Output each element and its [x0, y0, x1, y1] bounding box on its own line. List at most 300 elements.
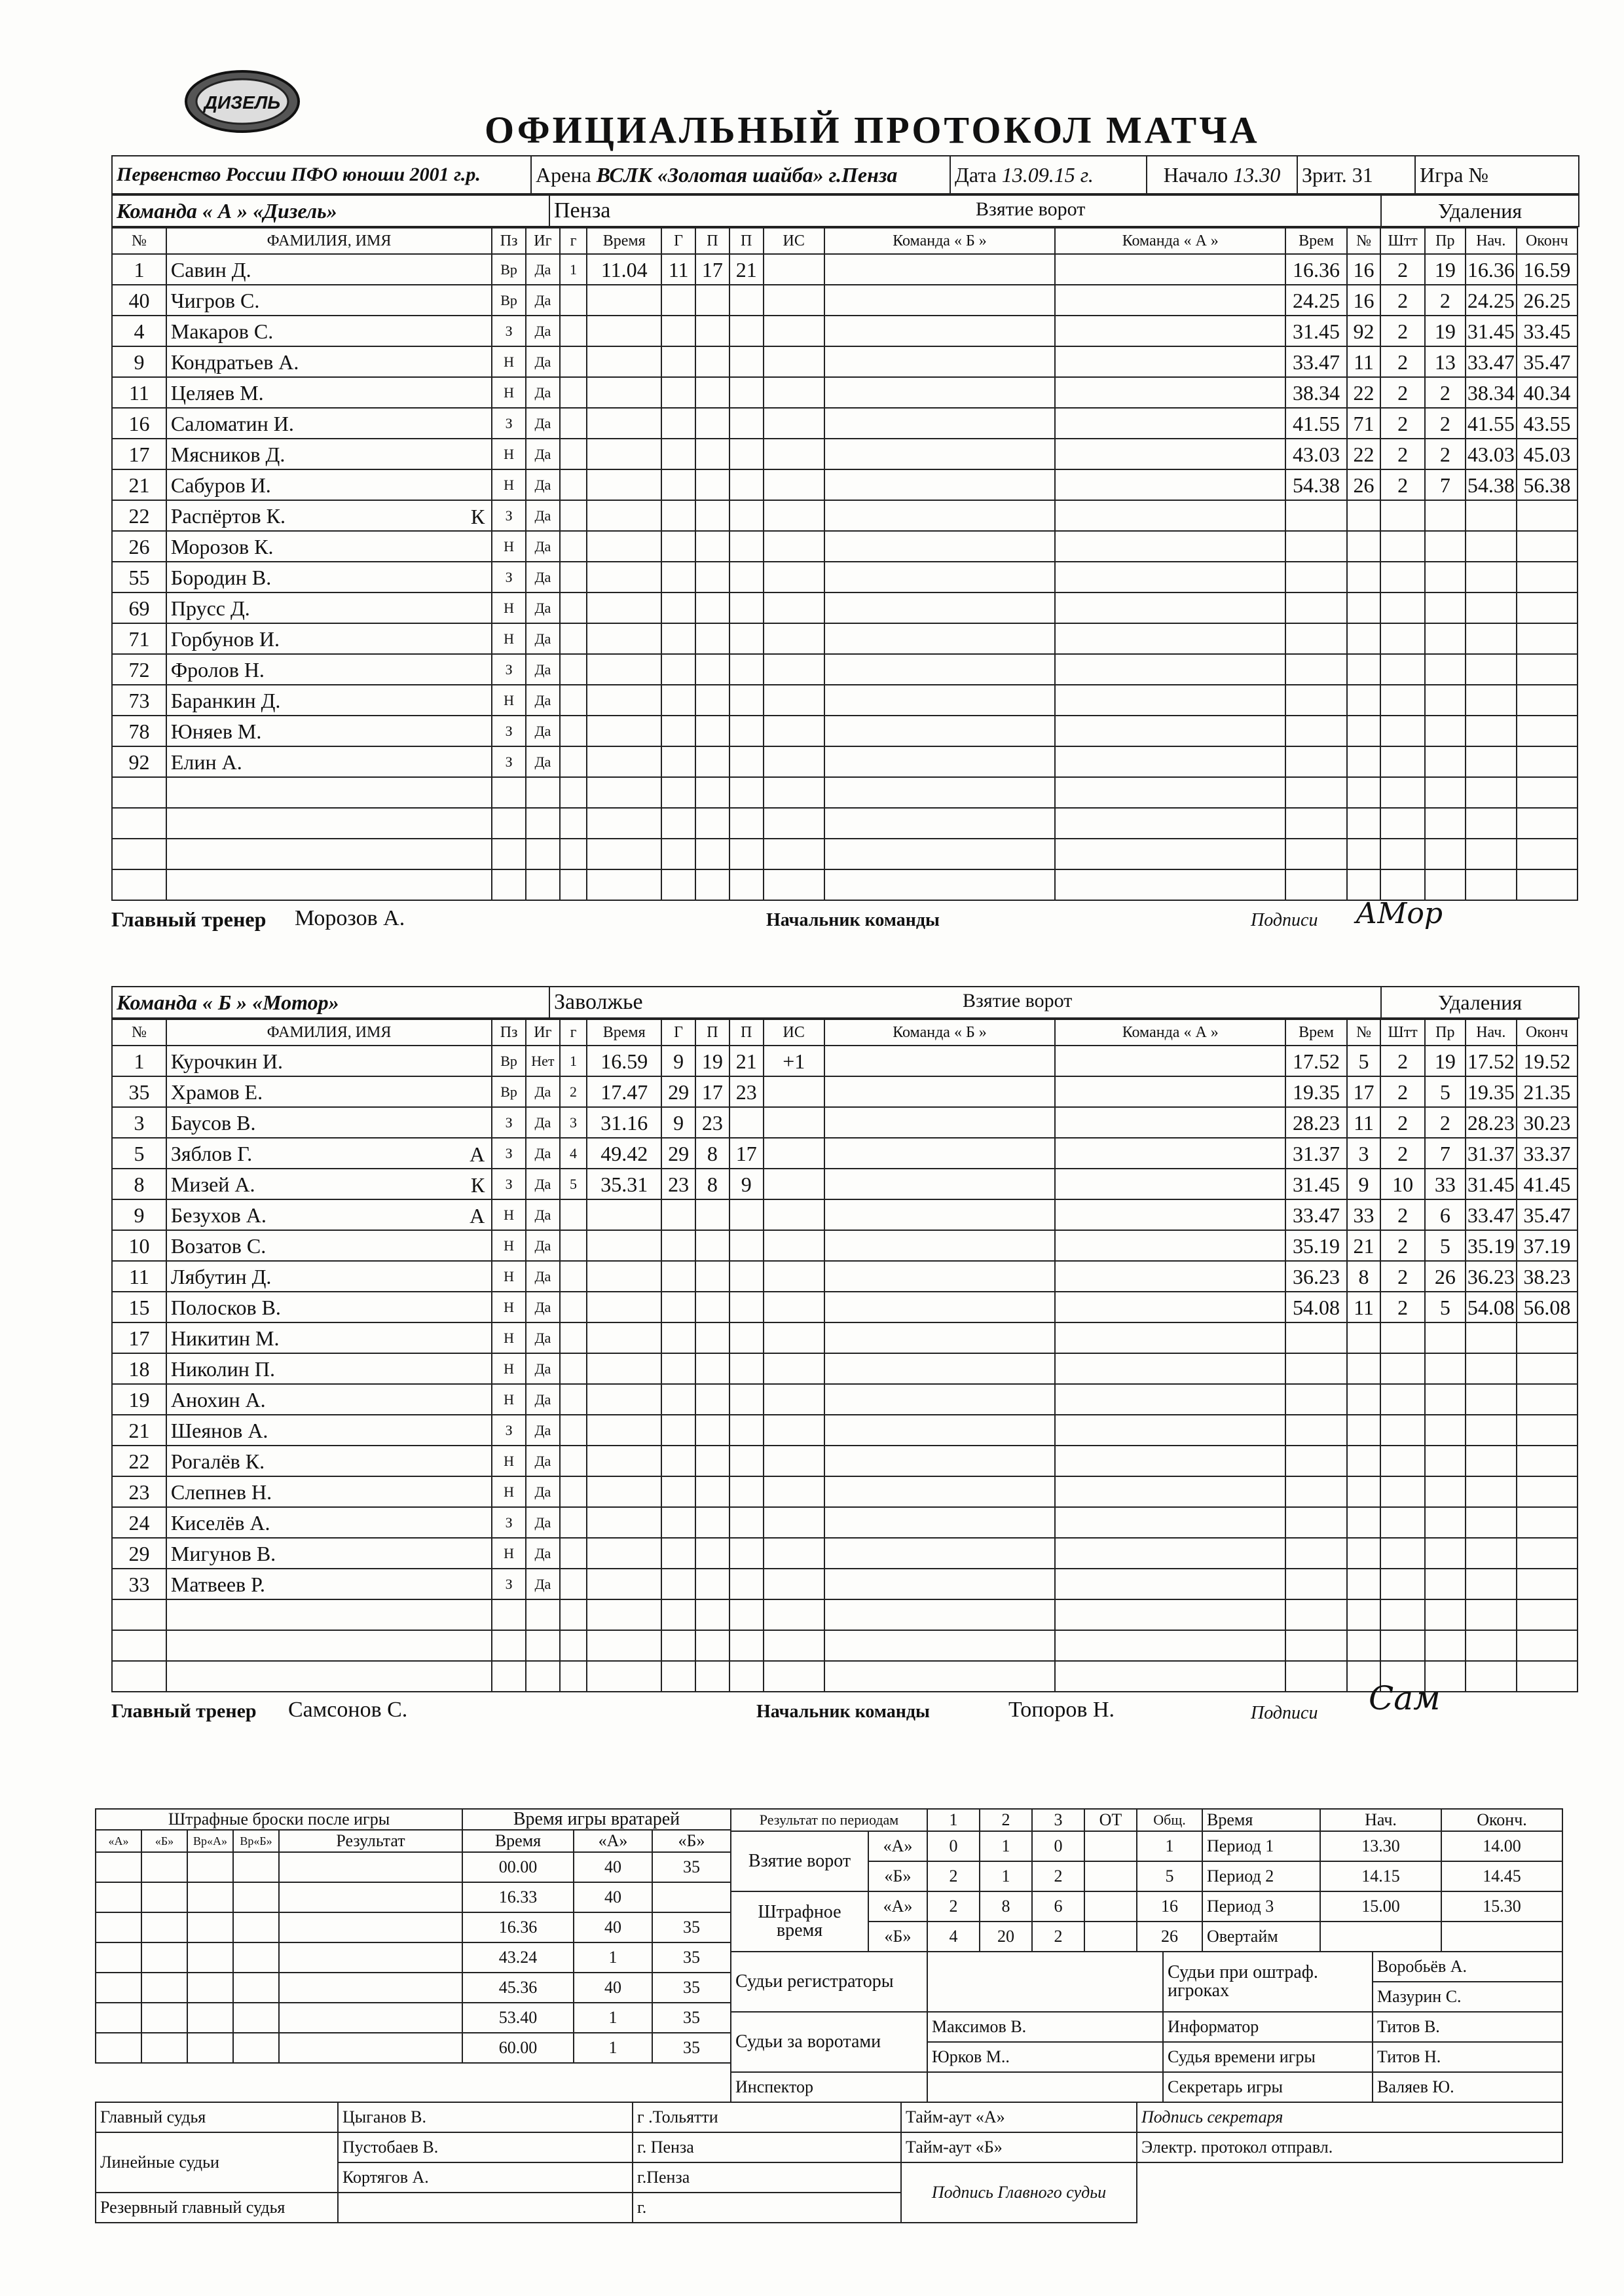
ta-goal-assist-1: [695, 592, 729, 623]
ta-player-position: З: [492, 562, 526, 592]
ta-pen-reason: 19: [1425, 316, 1466, 346]
period-value: 6: [1032, 1891, 1084, 1922]
ta-goal-team-a: [1055, 469, 1285, 500]
tb-goal-team-a: [1055, 1353, 1285, 1384]
ta-goal-team-b: [824, 777, 1055, 808]
tb-pen-start: [1466, 1569, 1517, 1599]
ta-header-pen_end: Оконч: [1517, 228, 1578, 254]
tb-pen-number: 9: [1347, 1169, 1381, 1199]
tb-player-number: 22: [112, 1446, 166, 1476]
ta-header-num: №: [112, 228, 166, 254]
tb-goal-team-a: [1055, 1169, 1285, 1199]
shootout-cell: [96, 2003, 141, 2033]
tb-goal-assist-1: 19: [695, 1046, 729, 1076]
tb-header-pen_time: Врем: [1285, 1019, 1346, 1046]
tb-pen-minutes: [1380, 1507, 1424, 1538]
tb-pen-number: [1347, 1599, 1381, 1630]
team-a-head-coach: Морозов А.: [295, 906, 405, 930]
ta-goal-assist-1: [695, 346, 729, 377]
gk-b: 35: [652, 1852, 731, 1882]
tb-pen-minutes: [1380, 1322, 1424, 1353]
tb-goal-situation: [764, 1446, 824, 1476]
ta-goal-assist-2: [729, 439, 764, 469]
table-row: [112, 1353, 1578, 1384]
ta-goal-assist-1: [695, 716, 729, 746]
tb-header-g: г: [560, 1019, 587, 1046]
gk-b: 35: [652, 2003, 731, 2033]
ta-pen-time: 54.38: [1285, 469, 1346, 500]
team-b-chief-label: Начальник команды: [756, 1702, 930, 1722]
ta-goal-assist-2: [729, 408, 764, 439]
ta-pen-number: [1347, 746, 1381, 777]
ta-goal-situation: [764, 746, 824, 777]
tb-goal-situation: [764, 1630, 824, 1661]
period-team-tag: «А»: [868, 1831, 927, 1861]
ta-player-played: Да: [526, 254, 560, 285]
tb-goal-assist-1: [695, 1661, 729, 1692]
tb-goal-assist-2: 9: [729, 1169, 764, 1199]
ta-goal-situation: [764, 377, 824, 408]
tb-goal-team-a: [1055, 1384, 1285, 1415]
ta-player-played: Да: [526, 592, 560, 623]
tb-goal-situation: [764, 1292, 824, 1322]
ta-goal-assist-2: [729, 869, 764, 900]
tb-pen-end: [1517, 1476, 1578, 1507]
tb-goal-team-b: [824, 1076, 1055, 1107]
shootout-cell: [141, 1942, 187, 1973]
ta-pen-minutes: 2: [1380, 316, 1424, 346]
ta-pen-time: [1285, 500, 1346, 531]
tb-goal-assist-1: [695, 1261, 729, 1292]
team-a-head-coach-label: Главный тренер: [111, 907, 267, 931]
ta-pen-number: 22: [1347, 377, 1381, 408]
ta-goal-time: [587, 500, 661, 531]
ta-goal-scorer: [661, 716, 695, 746]
team-a-city-cell: Пенза Взятие ворот: [549, 195, 1381, 227]
ta-pen-reason: 2: [1425, 408, 1466, 439]
table-row: [112, 839, 1578, 869]
tb-pen-reason: 19: [1425, 1046, 1466, 1076]
player-name-text: Чигров С.: [170, 288, 260, 312]
ta-player-position: Н: [492, 346, 526, 377]
tb-player-played: Да: [526, 1476, 560, 1507]
ta-pen-minutes: 2: [1380, 254, 1424, 285]
ta-player-name: [166, 285, 492, 316]
ta-pen-end: [1517, 685, 1578, 716]
tb-pen-time: 36.23: [1285, 1261, 1346, 1292]
tb-goal-scorer: 29: [661, 1138, 695, 1169]
ta-goal-scorer: [661, 377, 695, 408]
ta-goal-situation: [764, 623, 824, 654]
ta-goal-assist-2: [729, 346, 764, 377]
ta-goal-scorer: [661, 623, 695, 654]
tb-pen-reason: 7: [1425, 1138, 1466, 1169]
ta-pen-minutes: [1380, 869, 1424, 900]
shootout-cell: [233, 1942, 279, 1973]
ta-pen-number: [1347, 500, 1381, 531]
tb-goal-index: [560, 1292, 587, 1322]
table-row: [112, 716, 1578, 746]
ta-goal-team-b: [824, 746, 1055, 777]
ta-pen-start: [1466, 500, 1517, 531]
registrars-value: [927, 1952, 1163, 2012]
tb-pen-start: [1466, 1630, 1517, 1661]
linesman-2-city: г.Пенза: [633, 2162, 901, 2193]
ta-pen-time: [1285, 592, 1346, 623]
ta-player-played: Да: [526, 346, 560, 377]
gk-a: 40: [574, 1852, 652, 1882]
ta-player-played: Да: [526, 439, 560, 469]
player-name-text: Возатов С.: [170, 1233, 267, 1258]
ta-player-name: [166, 685, 492, 716]
ta-pen-number: [1347, 808, 1381, 839]
tb-goal-index: 5: [560, 1169, 587, 1199]
ta-pen-minutes: [1380, 685, 1424, 716]
table-row: [112, 1384, 1578, 1415]
ta-player-played: Да: [526, 716, 560, 746]
ta-goal-scorer: [661, 408, 695, 439]
tb-player-position: [492, 1661, 526, 1692]
tb-pen-time: [1285, 1446, 1346, 1476]
tb-goal-situation: [764, 1384, 824, 1415]
ta-pen-end: [1517, 808, 1578, 839]
tb-goal-assist-2: [729, 1199, 764, 1230]
table-row: [112, 746, 1578, 777]
tb-goal-time: 49.42: [587, 1138, 661, 1169]
tb-player-name: [166, 1169, 492, 1199]
ta-pen-reason: 2: [1425, 377, 1466, 408]
shootout-cell: [141, 1882, 187, 1912]
tb-goal-assist-2: [729, 1661, 764, 1692]
period-col-2: 2: [980, 1809, 1032, 1831]
ta-goal-time: 11.04: [587, 254, 661, 285]
tb-player-position: Н: [492, 1292, 526, 1322]
period-times-table: [1320, 1808, 1563, 1952]
tb-goal-team-b: [824, 1415, 1055, 1446]
tb-goal-time: [587, 1322, 661, 1353]
tb-pen-reason: [1425, 1569, 1466, 1599]
electronic-protocol: Электр. протокол отправл.: [1137, 2132, 1562, 2162]
tb-header-a1: П: [695, 1019, 729, 1046]
tb-pen-number: 11: [1347, 1107, 1381, 1138]
tb-goal-index: 1: [560, 1046, 587, 1076]
tb-goal-time: [587, 1507, 661, 1538]
gk-time: 00.00: [462, 1852, 574, 1882]
tb-goal-time: 16.59: [587, 1046, 661, 1076]
ta-pen-reason: [1425, 500, 1466, 531]
ta-player-number: 21: [112, 469, 166, 500]
tb-pen-time: 31.37: [1285, 1138, 1346, 1169]
period-row-label: Штрафное время: [731, 1891, 868, 1952]
tb-goal-index: [560, 1599, 587, 1630]
tb-player-number: 1: [112, 1046, 166, 1076]
period-time-label: Период 2: [1202, 1861, 1320, 1891]
ta-goal-situation: [764, 808, 824, 839]
ta-goal-scorer: [661, 469, 695, 500]
ta-player-name: [166, 408, 492, 439]
period-value: 0: [1032, 1831, 1084, 1861]
tb-goal-situation: [764, 1476, 824, 1507]
ta-pen-start: 33.47: [1466, 346, 1517, 377]
tb-goal-situation: [764, 1230, 824, 1261]
ta-goal-scorer: [661, 685, 695, 716]
tb-goal-time: 31.16: [587, 1107, 661, 1138]
ta-player-position: Вр: [492, 254, 526, 285]
ta-pen-number: 26: [1347, 469, 1381, 500]
tb-goal-team-b: [824, 1353, 1055, 1384]
ta-goal-scorer: 11: [661, 254, 695, 285]
ta-goal-assist-1: [695, 408, 729, 439]
shootout-cell: [96, 1912, 141, 1942]
goalie-time-title: Время игры вратарей: [462, 1809, 731, 1830]
tb-goal-team-a: [1055, 1507, 1285, 1538]
team-a-section: [111, 194, 1578, 934]
tb-pen-minutes: [1380, 1599, 1424, 1630]
ta-pen-time: [1285, 746, 1346, 777]
tb-player-name: [166, 1538, 492, 1569]
tb-goal-team-a: [1055, 1538, 1285, 1569]
period-time-label: Период 3: [1202, 1891, 1320, 1922]
shootout-col-4: Результат: [279, 1830, 462, 1852]
tb-goal-assist-2: [729, 1384, 764, 1415]
tb-pen-start: [1466, 1661, 1517, 1692]
ta-goal-team-b: [824, 439, 1055, 469]
shootout-cell: [233, 1852, 279, 1882]
ta-goal-time: [587, 839, 661, 869]
tb-pen-number: 17: [1347, 1076, 1381, 1107]
ta-pen-start: [1466, 869, 1517, 900]
ta-pen-time: [1285, 623, 1346, 654]
tb-player-name: [166, 1599, 492, 1630]
tb-pen-end: [1517, 1353, 1578, 1384]
ta-goal-team-b: [824, 316, 1055, 346]
player-name-text: Никитин М.: [170, 1326, 280, 1350]
tb-player-number: 5: [112, 1138, 166, 1169]
ta-pen-reason: 7: [1425, 469, 1466, 500]
timekeeper-name: Титов Н.: [1373, 2042, 1562, 2072]
reserve-city: г.: [633, 2193, 901, 2223]
tb-goal-assist-1: [695, 1630, 729, 1661]
ta-goal-team-a: [1055, 316, 1285, 346]
ta-goal-scorer: [661, 839, 695, 869]
tb-goal-situation: [764, 1076, 824, 1107]
ta-pen-number: [1347, 839, 1381, 869]
tb-goal-index: [560, 1446, 587, 1476]
officials-table: [730, 1951, 1563, 2103]
ta-player-position: З: [492, 654, 526, 685]
ta-goal-time: [587, 316, 661, 346]
ta-goal-scorer: [661, 500, 695, 531]
tb-goal-team-a: [1055, 1261, 1285, 1292]
player-name-text: Бородин В.: [170, 565, 272, 589]
tb-pen-time: [1285, 1538, 1346, 1569]
shootout-col-2: Вр«А»: [187, 1830, 233, 1852]
ta-pen-start: [1466, 685, 1517, 716]
table-row: [112, 562, 1578, 592]
tb-goal-scorer: [661, 1353, 695, 1384]
ta-pen-time: 16.36: [1285, 254, 1346, 285]
tb-goal-time: [587, 1446, 661, 1476]
player-name-text: Прусс Д.: [170, 596, 250, 620]
ta-player-number: 22: [112, 500, 166, 531]
tb-player-position: З: [492, 1569, 526, 1599]
ta-pen-time: [1285, 808, 1346, 839]
tb-goal-assist-1: [695, 1322, 729, 1353]
ta-pen-start: 16.36: [1466, 254, 1517, 285]
tb-goal-assist-2: [729, 1322, 764, 1353]
period-value: 8: [980, 1891, 1032, 1922]
ta-pen-minutes: [1380, 562, 1424, 592]
tb-player-position: Н: [492, 1261, 526, 1292]
tb-goal-situation: [764, 1353, 824, 1384]
referees-table: [95, 2102, 1563, 2223]
ta-goal-team-b: [824, 377, 1055, 408]
ta-player-position: З: [492, 746, 526, 777]
ta-goal-situation: [764, 777, 824, 808]
team-b-pen-title: Удаления: [1381, 987, 1579, 1018]
ta-player-name: [166, 869, 492, 900]
ta-player-number: 26: [112, 531, 166, 562]
tb-pen-start: 31.37: [1466, 1138, 1517, 1169]
tb-goal-team-a: [1055, 1107, 1285, 1138]
ta-player-name: [166, 654, 492, 685]
ta-player-played: Да: [526, 285, 560, 316]
tb-goal-team-b: [824, 1507, 1055, 1538]
gk-a: 40: [574, 1882, 652, 1912]
tb-goal-team-b: [824, 1292, 1055, 1322]
tb-goal-team-b: [824, 1476, 1055, 1507]
tb-pen-end: [1517, 1384, 1578, 1415]
tb-pen-minutes: [1380, 1538, 1424, 1569]
ta-pen-reason: [1425, 716, 1466, 746]
ta-goal-team-a: [1055, 285, 1285, 316]
tb-pen-start: 35.19: [1466, 1230, 1517, 1261]
ta-pen-number: [1347, 685, 1381, 716]
gk-time: 43.24: [462, 1942, 574, 1973]
tb-pen-minutes: 2: [1380, 1046, 1424, 1076]
tb-pen-end: 21.35: [1517, 1076, 1578, 1107]
player-name-text: Курочкин И.: [170, 1049, 283, 1073]
tb-player-name: [166, 1415, 492, 1446]
team-b-signature-label: Подписи: [1251, 1703, 1318, 1723]
ta-player-number: 9: [112, 346, 166, 377]
tb-pen-minutes: [1380, 1384, 1424, 1415]
table-row: [112, 1199, 1578, 1230]
arena-cell: Арена ВСЛК «Золотая шайба» г.Пенза: [531, 156, 950, 194]
tb-pen-minutes: [1380, 1630, 1424, 1661]
ta-player-position: Н: [492, 685, 526, 716]
ta-goal-assist-1: [695, 316, 729, 346]
tb-pen-minutes: 2: [1380, 1261, 1424, 1292]
ta-goal-time: [587, 746, 661, 777]
reserve-name: [338, 2193, 633, 2223]
tb-header-goal: Г: [661, 1019, 695, 1046]
gk-time: 45.36: [462, 1973, 574, 2003]
ta-player-played: Да: [526, 623, 560, 654]
tb-pen-time: 54.08: [1285, 1292, 1346, 1322]
ta-goal-assist-2: [729, 500, 764, 531]
ta-goal-scorer: [661, 439, 695, 469]
tb-pen-start: [1466, 1599, 1517, 1630]
time-col-start: Нач.: [1320, 1809, 1441, 1831]
ta-pen-minutes: [1380, 623, 1424, 654]
shootout-cell: [187, 2033, 233, 2063]
team-b-staff-row: [111, 1679, 1578, 1725]
ta-player-name: [166, 746, 492, 777]
shootout-cell: [187, 1882, 233, 1912]
ta-pen-minutes: 2: [1380, 285, 1424, 316]
tb-player-name: [166, 1322, 492, 1353]
tb-pen-number: [1347, 1507, 1381, 1538]
ta-player-name: [166, 439, 492, 469]
ta-goal-time: [587, 285, 661, 316]
period-team-tag: «Б»: [868, 1861, 927, 1891]
ta-player-played: Да: [526, 500, 560, 531]
shootout-cell: [141, 1912, 187, 1942]
player-name-text: Баусов В.: [170, 1110, 256, 1135]
ta-goal-scorer: [661, 869, 695, 900]
ta-goal-time: [587, 592, 661, 623]
ta-player-played: [526, 777, 560, 808]
ta-pen-minutes: [1380, 716, 1424, 746]
player-name-text: Шеянов А.: [170, 1418, 268, 1442]
tb-pen-reason: 2: [1425, 1107, 1466, 1138]
tb-header-played: Иг: [526, 1019, 560, 1046]
start-cell: Начало 13.30: [1147, 156, 1297, 194]
ta-player-played: Да: [526, 377, 560, 408]
referee-label: Главный судья: [96, 2102, 338, 2132]
tb-pen-end: 56.08: [1517, 1292, 1578, 1322]
tb-player-played: Да: [526, 1569, 560, 1599]
team-a-table: [111, 227, 1578, 901]
table-row: [112, 254, 1578, 285]
tb-goal-assist-2: [729, 1476, 764, 1507]
tb-goal-index: 3: [560, 1107, 587, 1138]
tb-goal-scorer: 9: [661, 1046, 695, 1076]
ta-pen-minutes: [1380, 839, 1424, 869]
ta-goal-assist-1: [695, 531, 729, 562]
team-a-title-row: [111, 194, 1579, 227]
tb-pen-number: [1347, 1415, 1381, 1446]
player-name-text: Макаров С.: [170, 319, 274, 343]
ta-pen-time: 43.03: [1285, 439, 1346, 469]
shootout-cell: [233, 1973, 279, 2003]
ta-goal-scorer: [661, 316, 695, 346]
tb-goal-situation: [764, 1322, 824, 1353]
tb-goal-assist-1: [695, 1599, 729, 1630]
period-value: [1084, 1861, 1137, 1891]
tb-goal-scorer: [661, 1199, 695, 1230]
gk-b: 35: [652, 2033, 731, 2063]
ta-goal-team-b: [824, 654, 1055, 685]
ta-goal-team-a: [1055, 716, 1285, 746]
ta-header-pen_num: №: [1347, 228, 1381, 254]
ta-pen-number: [1347, 592, 1381, 623]
tb-goal-assist-2: [729, 1261, 764, 1292]
tb-goal-situation: [764, 1538, 824, 1569]
ta-goal-situation: [764, 469, 824, 500]
tb-goal-assist-1: [695, 1384, 729, 1415]
tb-pen-time: [1285, 1415, 1346, 1446]
tb-goal-assist-2: [729, 1415, 764, 1446]
tb-player-number: 8: [112, 1169, 166, 1199]
tb-goal-assist-1: [695, 1353, 729, 1384]
tb-goal-assist-2: [729, 1507, 764, 1538]
ta-goal-team-a: [1055, 623, 1285, 654]
ta-goal-scorer: [661, 562, 695, 592]
tb-pen-end: [1517, 1446, 1578, 1476]
gk-time: 60.00: [462, 2033, 574, 2063]
